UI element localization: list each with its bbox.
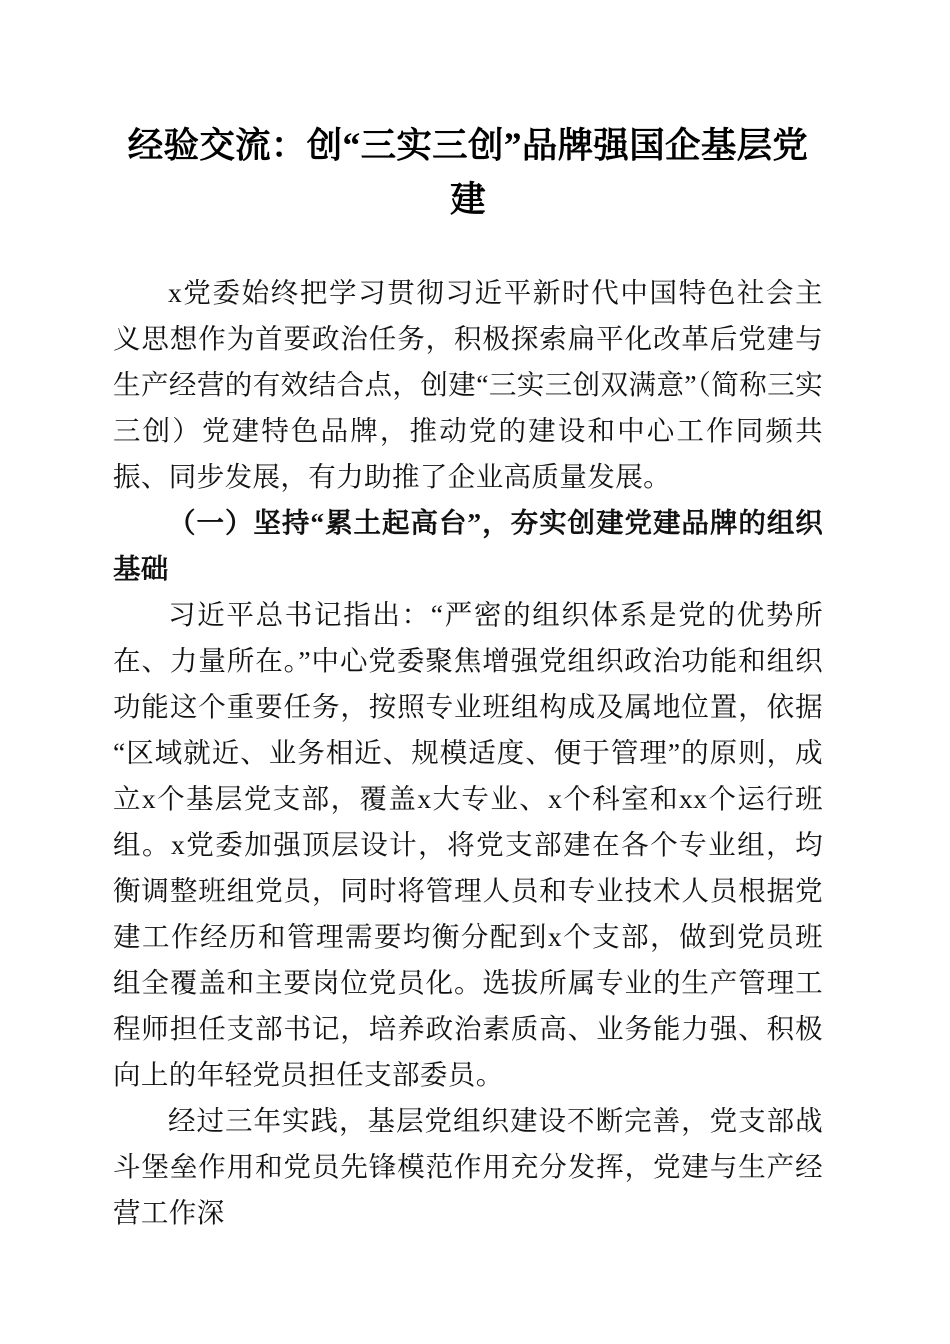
paragraph-intro: x党委始终把学习贯彻习近平新时代中国特色社会主义思想作为首要政治任务，积极探索扁平化改革后党建与生产经营的有效结合点，创建“三实三创双满意”（简称三实三创）党建特色品牌，推动党的建设和中心工作同频共振、同步发展，有力助推了企业高质量发展。 xyxy=(113,277,823,492)
page-title: 经验交流：创“三实三创”品牌强国企基层党建 xyxy=(127,125,809,219)
document-body xyxy=(113,118,823,1236)
paragraph-section-one-body-1: 习近平总书记指出：“严密的组织体系是党的优势所在、力量所在。”中心党委聚焦增强党组织政治功能和组织功能这个重要任务，按照专业班组构成及属地位置，依据“区域就近、业务相近、规模适度、便于管理”的原则，成立x个基层党支部，覆盖x大专业、x个科室和xx个运行班组。x党委加强顶层设计，将党支部建在各个专业组，均衡调整班组党员，同时将管理人员和专业技术人员根据党建工作经历和管理需要均衡分配到x个支部，做到党员班组全覆盖和主要岗位党员化。选拔所属专业的生产管理工程师担任支部书记，培养政治素质高、业务能力强、积极向上的年轻党员担任支部委员。 xyxy=(113,599,823,1090)
title-spacer xyxy=(113,226,823,270)
section-heading-one: （一）坚持“累土起高台”，夯实创建党建品牌的组织基础 xyxy=(113,507,823,584)
paragraph-section-one-body-2: 经过三年实践，基层党组织建设不断完善，党支部战斗堡垒作用和党员先锋模范作用充分发挥，党建与生产经营工作深 xyxy=(113,1105,823,1228)
